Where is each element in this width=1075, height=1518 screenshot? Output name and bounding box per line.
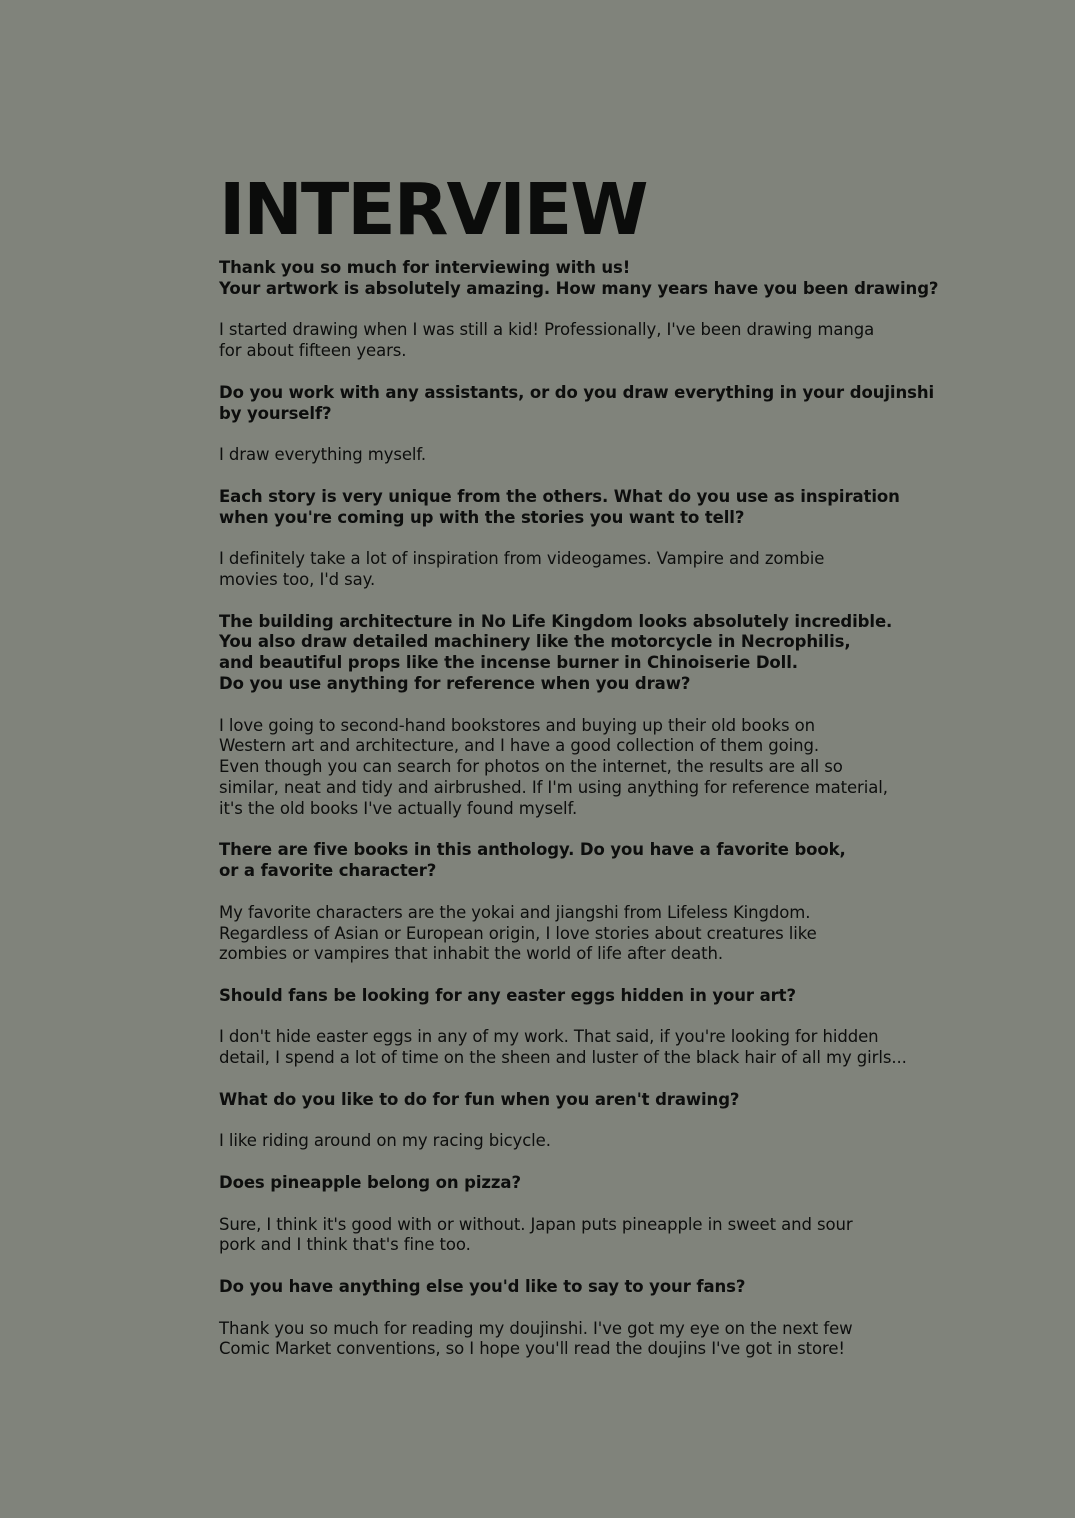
page-title: INTERVIEW [219, 168, 647, 251]
qa-block-2 [219, 383, 939, 487]
answer-7: I like riding around on my racing bicycle. [219, 1131, 551, 1151]
question-7: What do you like to do for fun when you aren't drawing? [219, 1089, 740, 1109]
qa-block-5 [219, 840, 939, 986]
question-2: Do you work with any assistants, or do you draw everything in your doujinshi by yourself? [219, 382, 935, 423]
qa-block-8 [219, 1173, 939, 1277]
qa-block-4 [219, 612, 939, 841]
qa-block-9 [219, 1277, 939, 1360]
question-1: Thank you so much for interviewing with us! Your artwork is absolutely amazing. How many years have you been drawing? [219, 258, 939, 298]
question-3: Each story is very unique from the others. What do you use as inspiration when you're coming up with the stories you want to tell? [219, 486, 900, 527]
answer-1: I started drawing when I was still a kid! Professionally, I've been drawing manga for about fifteen years. [219, 320, 875, 361]
question-9: Do you have anything else you'd like to say to your fans? [219, 1277, 746, 1297]
question-5: There are five books in this anthology. Do you have a favorite book, or a favorite character? [219, 840, 846, 881]
answer-9: Thank you so much for reading my doujinshi. I've got my eye on the next few Comic Market conventions, so I hope you'll read the doujins I've got in store! [219, 1318, 853, 1359]
answer-6: I don't hide easter eggs in any of my work. That said, if you're looking for hidden detail, I spend a lot of time on the sheen and luster of the black hair of all my girls... [219, 1027, 907, 1068]
answer-8: Sure, I think it's good with or without. Japan puts pineapple in sweet and sour pork and I think that's fine too. [219, 1214, 853, 1255]
question-4: The building architecture in No Life Kingdom looks absolutely incredible. You also draw detailed machinery like the motorcycle in Necrophilis, and beautiful props like the incense burner in Chinoiserie Doll. Do you use anything for reference when you draw? [219, 611, 893, 693]
answer-3: I definitely take a lot of inspiration from videogames. Vampire and zombie movies too, I'd say. [219, 549, 825, 589]
interview-page [219, 168, 939, 1360]
qa-block-1 [219, 258, 939, 383]
answer-2: I draw everything myself. [219, 445, 427, 465]
answer-5: My favorite characters are the yokai and jiangshi from Lifeless Kingdom. Regardless of Asian or European origin, I love stories about creatures like zombies or vampires that inhabit the world of life after death. [219, 902, 817, 964]
answer-4: I love going to second-hand bookstores and buying up their old books on Western art and architecture, and I have a good collection of them going. Even though you can search for photos on the internet, the results are all so similar, neat and tidy and airbrushed. If I'm using anything for reference material, it's the old books I've actually found myself. [219, 715, 888, 818]
question-8: Does pineapple belong on pizza? [219, 1173, 521, 1193]
qa-block-6 [219, 986, 939, 1090]
question-6: Should fans be looking for any easter eggs hidden in your art? [219, 985, 796, 1005]
qa-block-7 [219, 1090, 939, 1173]
qa-block-3 [219, 487, 939, 612]
